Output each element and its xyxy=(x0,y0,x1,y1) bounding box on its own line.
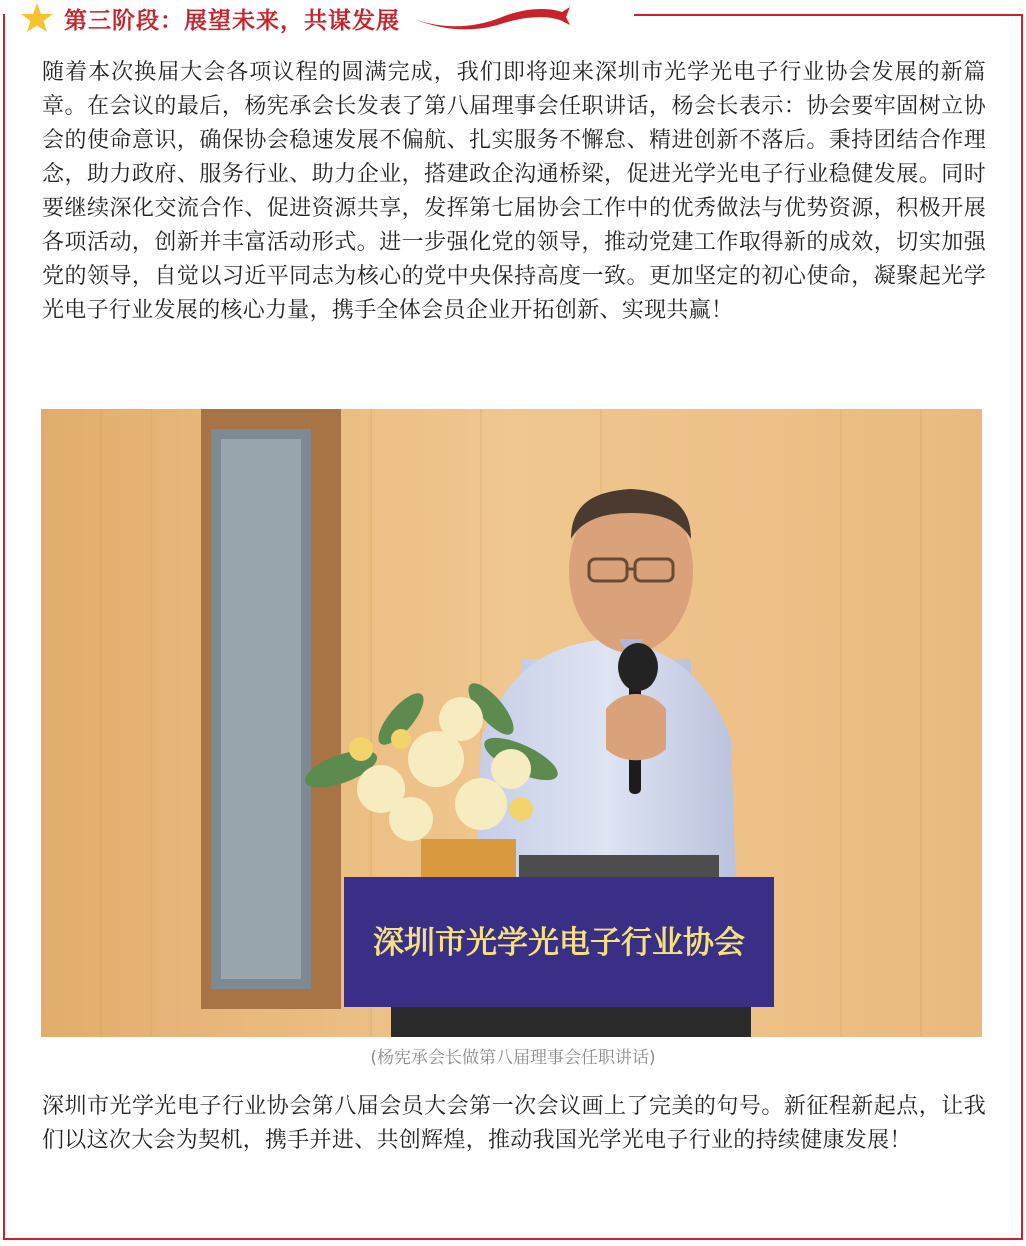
ribbon-swoosh-icon xyxy=(412,3,572,33)
speaker-photo xyxy=(41,409,982,1037)
section-title: 第三阶段：展望未来，共谋发展 xyxy=(64,7,400,34)
speaker-photo-illustration xyxy=(41,409,982,1037)
frame-border-top xyxy=(634,14,1023,16)
star-icon xyxy=(20,1,54,35)
photo-caption: (杨宪承会长做第八届理事会任职讲话) xyxy=(370,1048,656,1068)
podium-sign-text: 深圳市光学光电子行业协会 xyxy=(373,925,745,961)
frame-border-bottom xyxy=(3,1238,1023,1240)
body-paragraph-1: 随着本次换届大会各项议程的圆满完成，我们即将迎来深圳市光学光电子行业协会发展的新篇章。在会议的最后，杨宪承会长发表了第八届理事会任职讲话，杨会长表示：协会要牢固树立协会的使命意识，确保协会稳速发展不偏航、扎实服务不懈怠、精进创新不落后。秉持团结合作理念，助力政府、服务行业、助力企业，搭建政企沟通桥梁，促进光学光电子行业稳健发展。同时要继续深化交流合作、促进资源共享，发挥第七届协会工作中的优秀做法与优势资源，积极开展各项活动，创新并丰富活动形式。进一步强化党的领导，推动党建工作取得新的成效，切实加强党的领导，自觉以习近平同志为核心的党中央保持高度一致。更加坚定的初心使命，凝聚起光学光电子行业发展的核心力量，携手全体会员企业开拓创新、实现共赢！ xyxy=(42,60,986,323)
section-heading xyxy=(20,0,572,36)
body-paragraph-2: 深圳市光学光电子行业协会第八届会员大会第一次会议画上了完美的句号。新征程新起点，让我们以这次大会为契机，携手并进、共创辉煌，推动我国光学光电子行业的持续健康发展！ xyxy=(42,1094,986,1153)
